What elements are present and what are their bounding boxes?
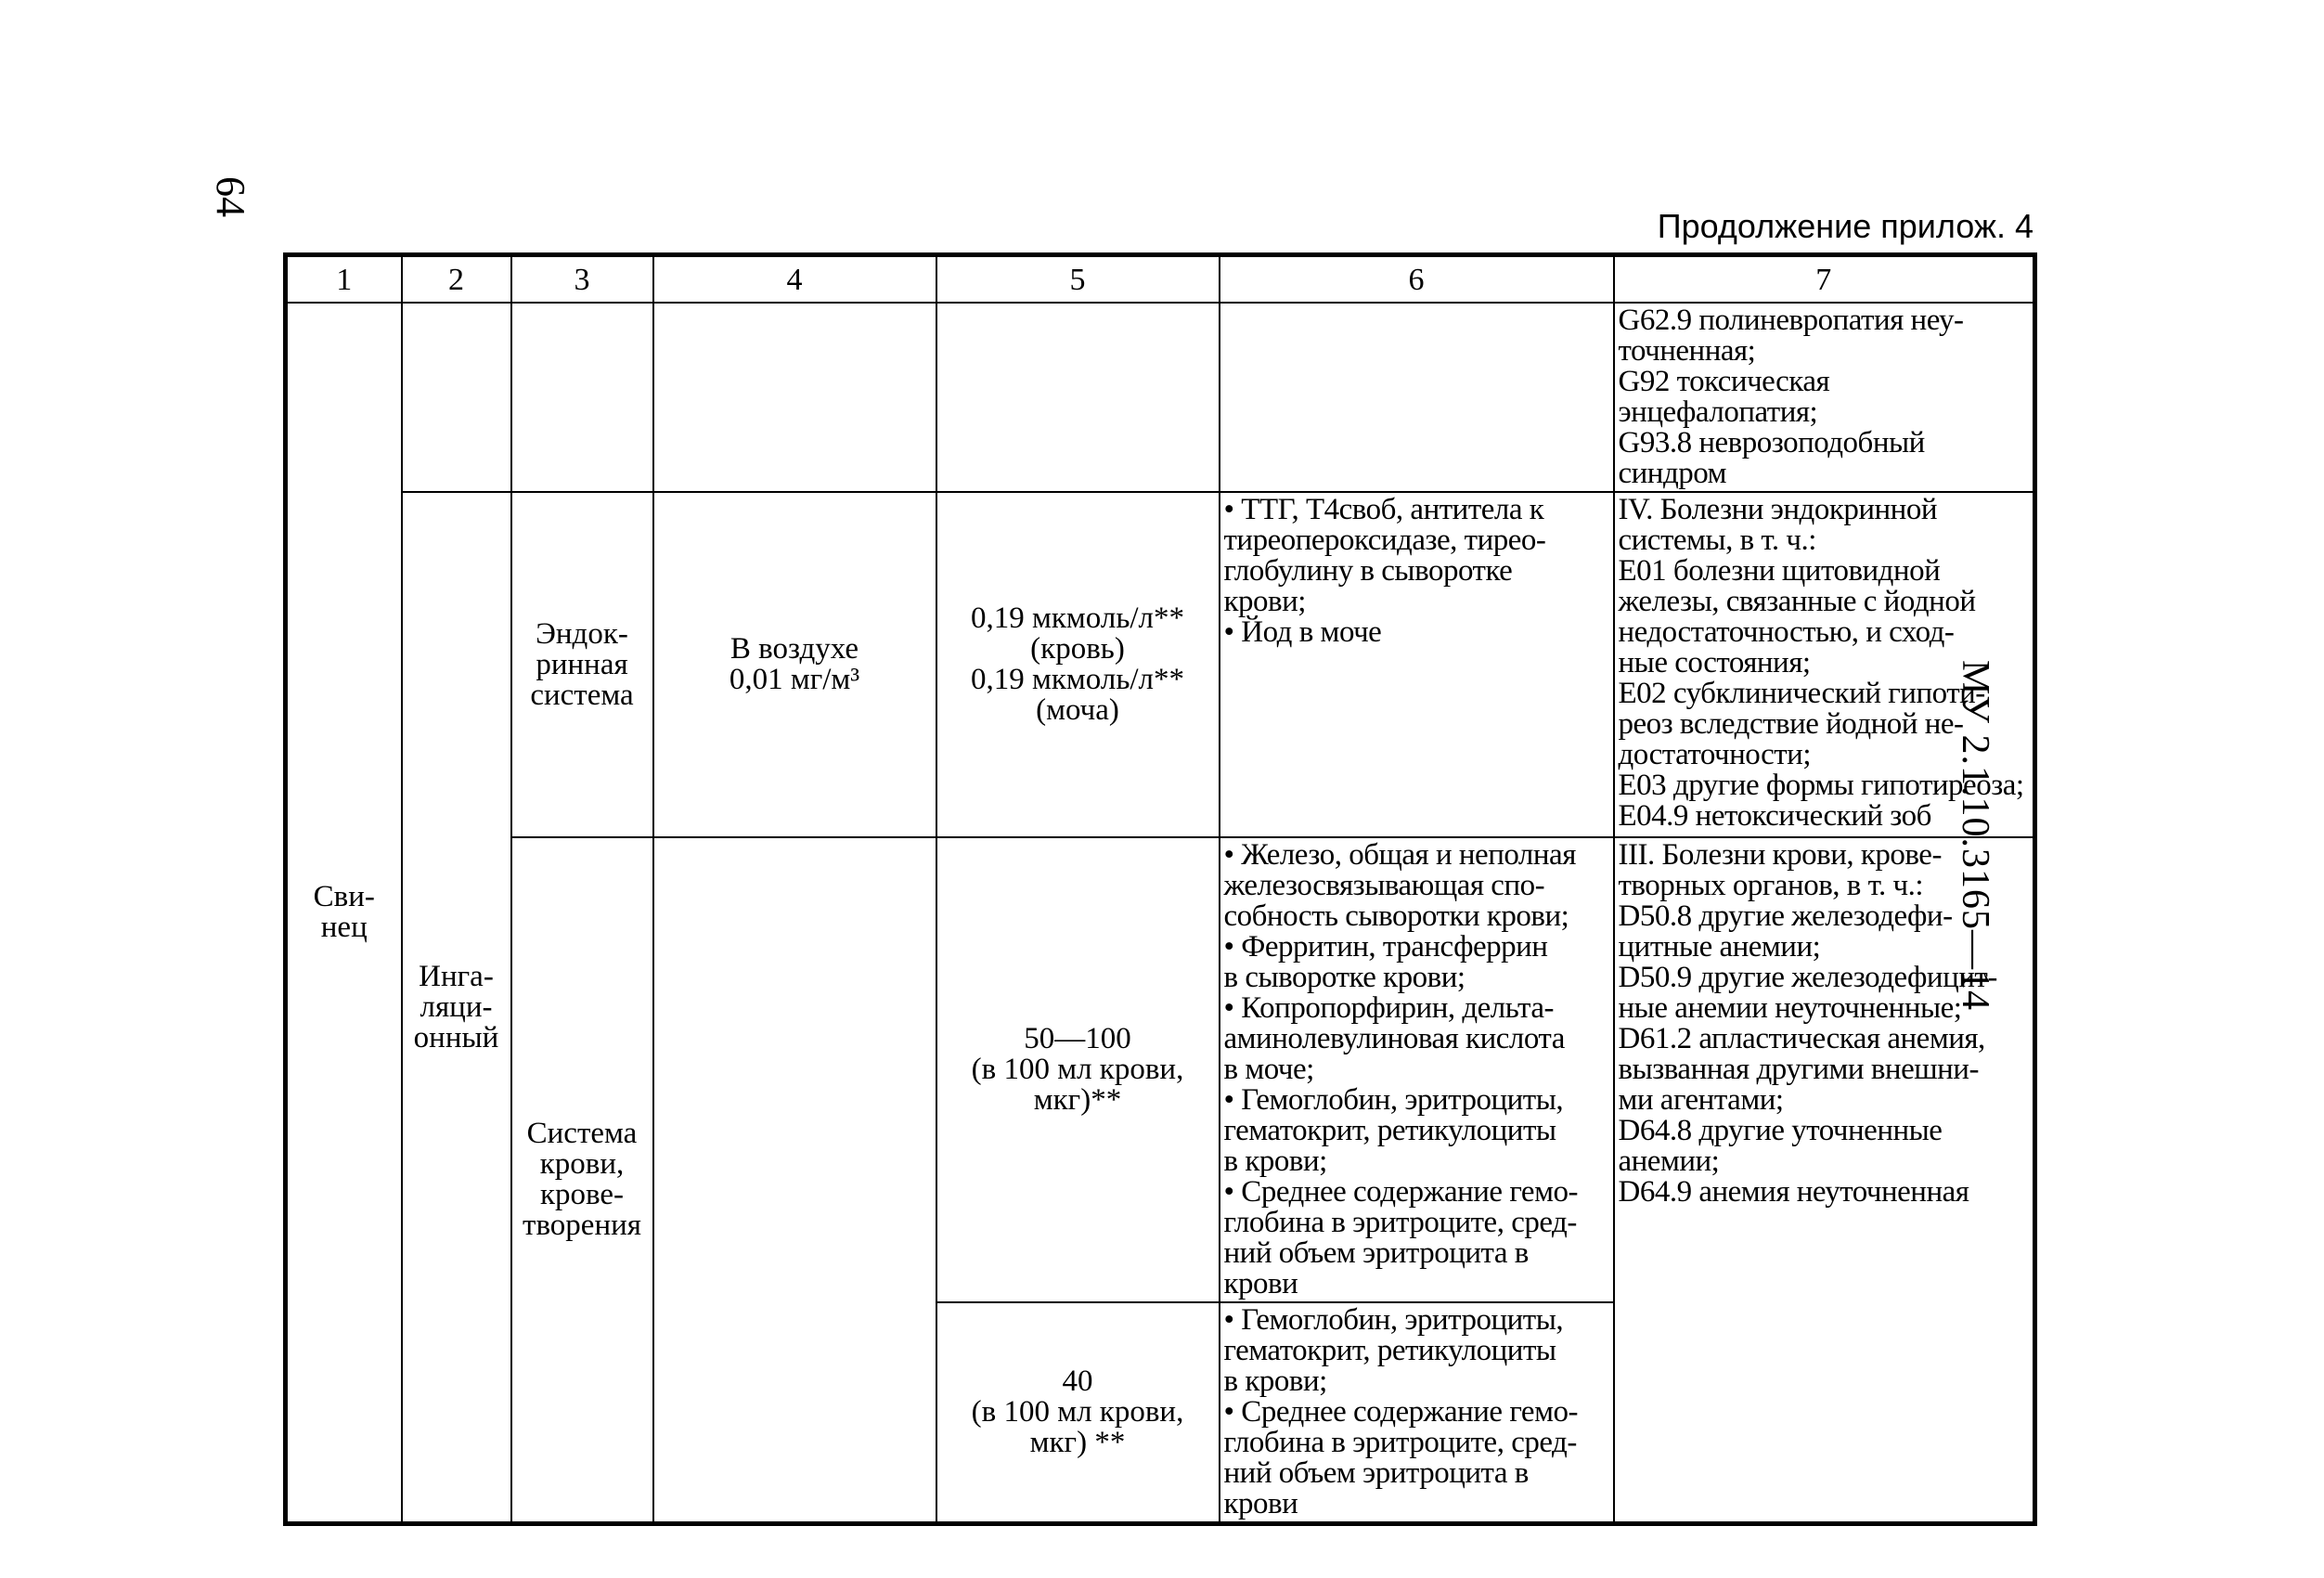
continuation-caption: Продолжение прилож. 4 [1657, 207, 2034, 245]
header-cell: 6 [1220, 255, 1614, 304]
empty-cell [1220, 303, 1614, 492]
diseases-cell: IV. Болезни эндокринной системы, в т. ч.: E01 болезни щитовидной железы, связанные с йодной недостаточностью, и сход- ные состояния; E02 субклинический гипоти- реоз вследствие йодной не- достаточности; E03 другие формы гипотиреоза; E04.9 нетоксический зоб [1614, 492, 2035, 837]
appendix-table [283, 252, 2037, 1526]
header-cell: 5 [936, 255, 1220, 304]
header-row [286, 255, 2035, 304]
system-cell: Система крови, крове- творения [511, 837, 653, 1524]
tests-cell: • Гемоглобин, эритроциты, гематокрит, ретикулоциты в крови; • Среднее содержание гемо- глобина в эритроците, сред- ний объем эритроцита в крови [1220, 1302, 1614, 1524]
route-cell: Инга- ляци- онный [402, 492, 511, 1524]
empty-cell [936, 303, 1220, 492]
table-row [286, 837, 2035, 1302]
air-concentration-cell: В воздухе 0,01 мг/м³ [653, 492, 936, 837]
biomarker-cell: 50—100 (в 100 мл крови, мкг)** [936, 837, 1220, 1302]
system-cell: Эндок- ринная система [511, 492, 653, 837]
header-cell: 2 [402, 255, 511, 304]
diseases-cell: III. Болезни крови, крове- творных органов, в т. ч.: D50.8 другие железодефи- цитные анемии; D50.9 другие железодефицит- ные анемии неуточненные; D61.2 апластическая анемия, вызванная другими внешни- ми агентами; D64.8 другие уточненные анемии; D64.9 анемия неуточненная [1614, 837, 2035, 1524]
tests-cell: • ТТГ, Т4своб, антитела к тиреопероксидазе, тирео- глобулину в сыворотке крови; • Йод в моче [1220, 492, 1614, 837]
biomarker-cell: 0,19 мкмоль/л** (кровь) 0,19 мкмоль/л** (моча) [936, 492, 1220, 837]
empty-cell [511, 303, 653, 492]
route-cell-empty [402, 303, 511, 492]
document-code: МУ 2.1.10.3165—14 [1954, 659, 1996, 1012]
header-cell: 7 [1614, 255, 2035, 304]
diseases-cell: G62.9 полиневропатия неу- точненная; G92 токсическая энцефалопатия; G93.8 неврозоподобный синдром [1614, 303, 2035, 492]
substance-cell: Сви- нец [286, 303, 402, 1524]
empty-cell [653, 837, 936, 1524]
table-row [286, 492, 2035, 837]
tests-cell: • Железо, общая и неполная железосвязывающая спо- собность сыворотки крови; • Ферритин, трансферрин в сыворотке крови; • Копропорфирин, дельта- аминолевулиновая кислота в моче; • Гемоглобин, эритроциты, гематокрит, ретикулоциты в крови; • Среднее содержание гемо- глобина в эритроците, сред- ний объем эритроцита в крови [1220, 837, 1614, 1302]
header-cell: 4 [653, 255, 936, 304]
empty-cell [653, 303, 936, 492]
header-cell: 3 [511, 255, 653, 304]
biomarker-cell: 40 (в 100 мл крови, мкг) ** [936, 1302, 1220, 1524]
header-cell: 1 [286, 255, 402, 304]
table-row [286, 303, 2035, 492]
page-number: 64 [208, 176, 253, 217]
